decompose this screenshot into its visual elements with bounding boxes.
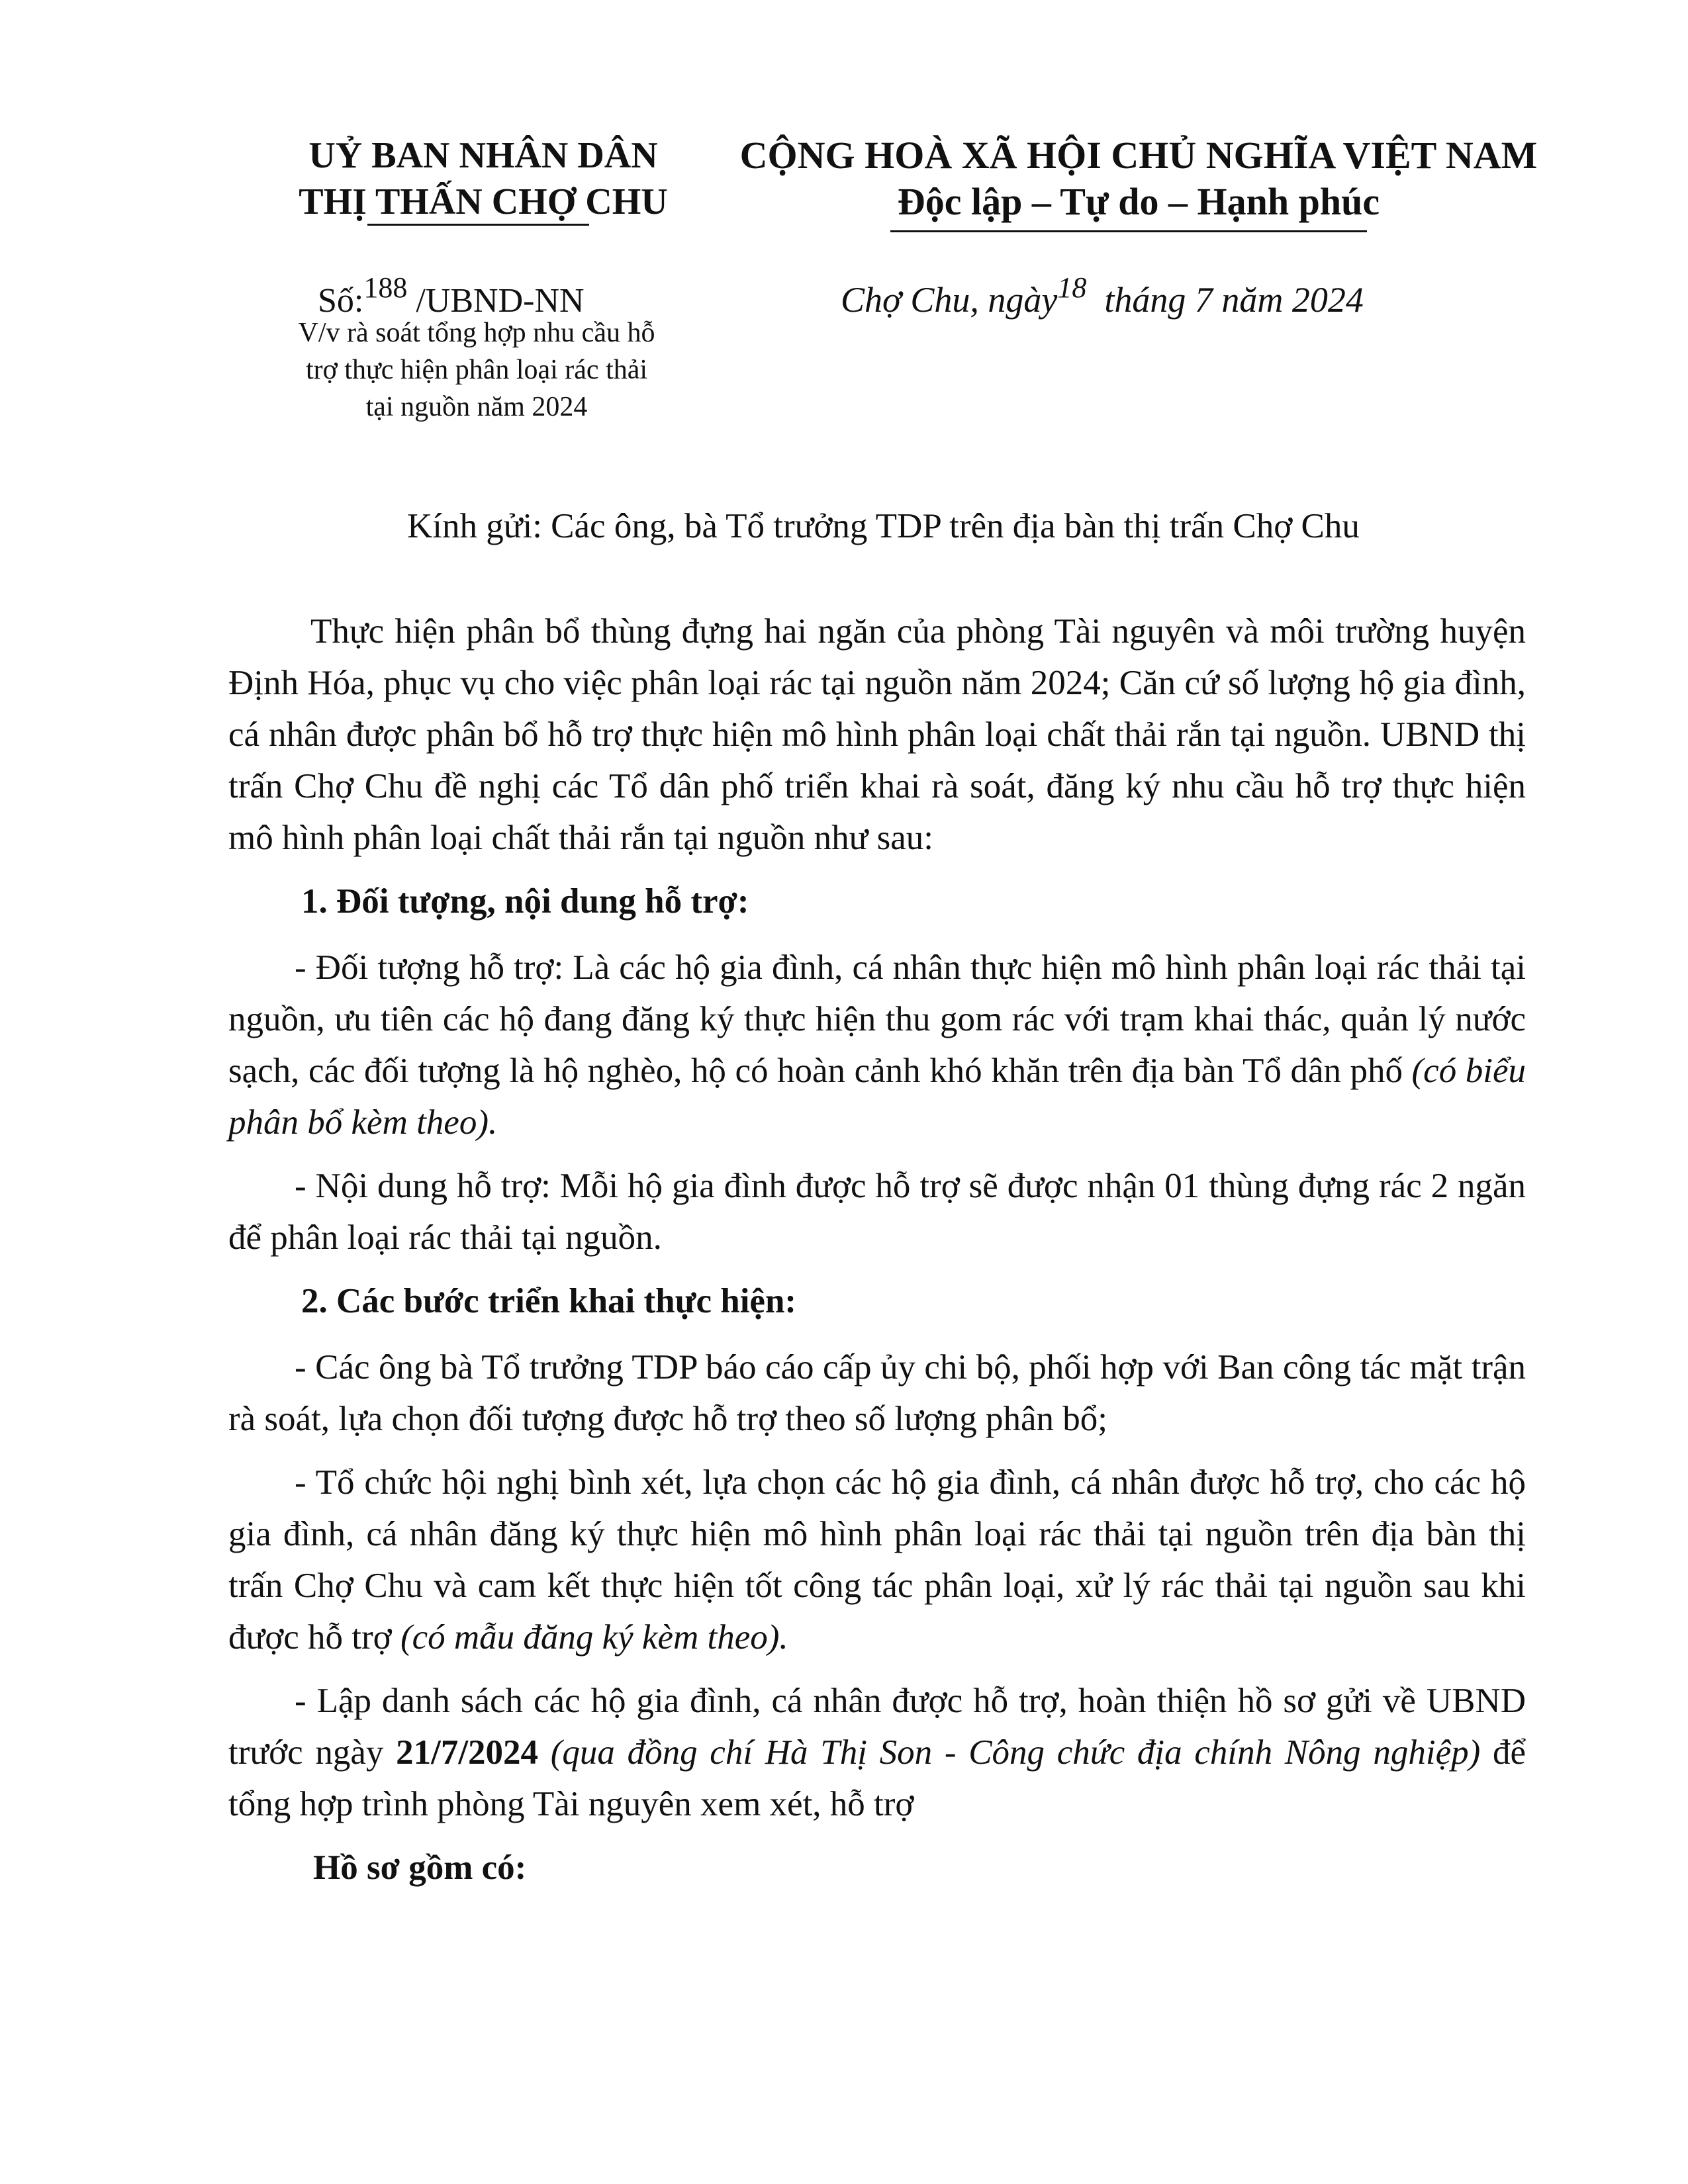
deadline-date: 21/7/2024 [396, 1733, 539, 1772]
step-meeting-text: - Tổ chức hội nghị bình xét, lựa chọn các hộ gia đình, cá nhân được hỗ trợ, cho các hộ gia đình, cá nhân đăng ký thực hiện mô hình phân loại rác thải tại nguồn trên địa bàn thị trấn Chợ Chu và cam kết thực hiện tốt công tác phân loại, xử lý rác thải tại nguồn sau khi được hỗ trợ [228, 1463, 1526, 1657]
section-2-title: 2. Các bước triển khai thực hiện: [301, 1282, 797, 1320]
section-1-title: 1. Đối tượng, nội dung hỗ trợ: [301, 882, 749, 921]
document-subject [252, 314, 702, 426]
doc-number-suffix: /UBND-NN [407, 282, 585, 320]
step-list-text-a: - Lập danh sách các hộ gia đình, cá nhân được hỗ trợ, hoàn thiện hồ sơ gửi về UBND trước ngày [228, 1682, 1526, 1772]
contact-note: (qua đồng chí Hà Thị Son - Công chức địa chính Nông nghiệp) [538, 1733, 1481, 1772]
support-target-text: - Đối tượng hỗ trợ: Là các hộ gia đình, cá nhân thực hiện mô hình phân loại rác thải tại nguồn, ưu tiên các hộ đang đăng ký thực hiện thu gom rác với trạm khai thác, quản lý nước sạch, các đối tượng là hộ nghèo, hộ có hoàn cảnh khó khăn trên địa bàn Tổ dân phố [228, 948, 1526, 1090]
national-header [722, 132, 1556, 225]
support-target-note: (có biểu phân bổ kèm theo). [228, 1052, 1526, 1142]
step-report-paragraph: - Các ông bà Tổ trưởng TDP báo cáo cấp ủy chi bộ, phối hợp với Ban công tác mặt trận rà soát, lựa chọn đối tượng được hỗ trợ theo số lượng phân bổ; [228, 1348, 1526, 1438]
step-meeting-paragraph [228, 1457, 1526, 1663]
support-content-paragraph: - Nội dung hỗ trợ: Mỗi hộ gia đình được hỗ trợ sẽ được nhận 01 thùng đựng rác 2 ngăn để phân loại rác thải tại nguồn. [228, 1167, 1526, 1257]
document-body [228, 606, 1526, 1908]
nation-line-1: CỘNG HOÀ XÃ HỘI CHỦ NGHĨA VIỆT NAM [739, 134, 1538, 177]
agency-line-2: THỊ THẤN CHỢ CHU [299, 181, 668, 222]
doc-number-prefix: Số: [318, 282, 364, 320]
subject-line-3: tại nguồn năm 2024 [365, 392, 588, 422]
date-prefix: Chợ Chu, ngày [841, 280, 1058, 320]
subject-line-2: trợ thực hiện phân loại rác thải [305, 355, 648, 385]
step-meeting-note: (có mẫu đăng ký kèm theo). [400, 1618, 788, 1657]
document-date [841, 265, 1364, 323]
step-list-text-b: để tổng hợp trình phòng Tài nguyên xem xét, hỗ trợ [228, 1733, 1526, 1823]
motto-underline [890, 230, 1367, 232]
intro-paragraph: Thực hiện phân bổ thùng đựng hai ngăn của phòng Tài nguyên và môi trường huyện Định Hóa, phục vụ cho việc phân loại rác tại nguồn năm 2024; Căn cứ số lượng hộ gia đình, cá nhân được phân bổ hỗ trợ thực hiện mô hình phân loại chất thải rắn tại nguồn. UBND thị trấn Chợ Chu đề nghị các Tổ dân phố triển khai rà soát, đăng ký nhu cầu hỗ trợ thực hiện mô hình phân loại chất thải rắn tại nguồn như sau: [228, 612, 1526, 857]
agency-underline [367, 224, 589, 226]
recipient-line: Kính gửi: Các ông, bà Tổ trưởng TDP trên địa bàn thị trấn Chợ Chu [407, 507, 1360, 545]
date-suffix: tháng 7 năm 2024 [1086, 280, 1364, 320]
date-day: 18 [1057, 271, 1087, 304]
doc-number-value: 188 [363, 271, 408, 304]
subject-line-1: V/v rà soát tổng hợp nhu cầu hỗ [298, 318, 655, 348]
step-list-paragraph [228, 1675, 1526, 1830]
support-target-paragraph [228, 942, 1526, 1148]
issuing-agency [238, 132, 728, 225]
dossier-title: Hồ sơ gồm có: [313, 1848, 527, 1887]
nation-line-2: Độc lập – Tự do – Hạnh phúc [897, 180, 1380, 223]
agency-line-1: UỶ BAN NHÂN DÂN [308, 135, 658, 176]
